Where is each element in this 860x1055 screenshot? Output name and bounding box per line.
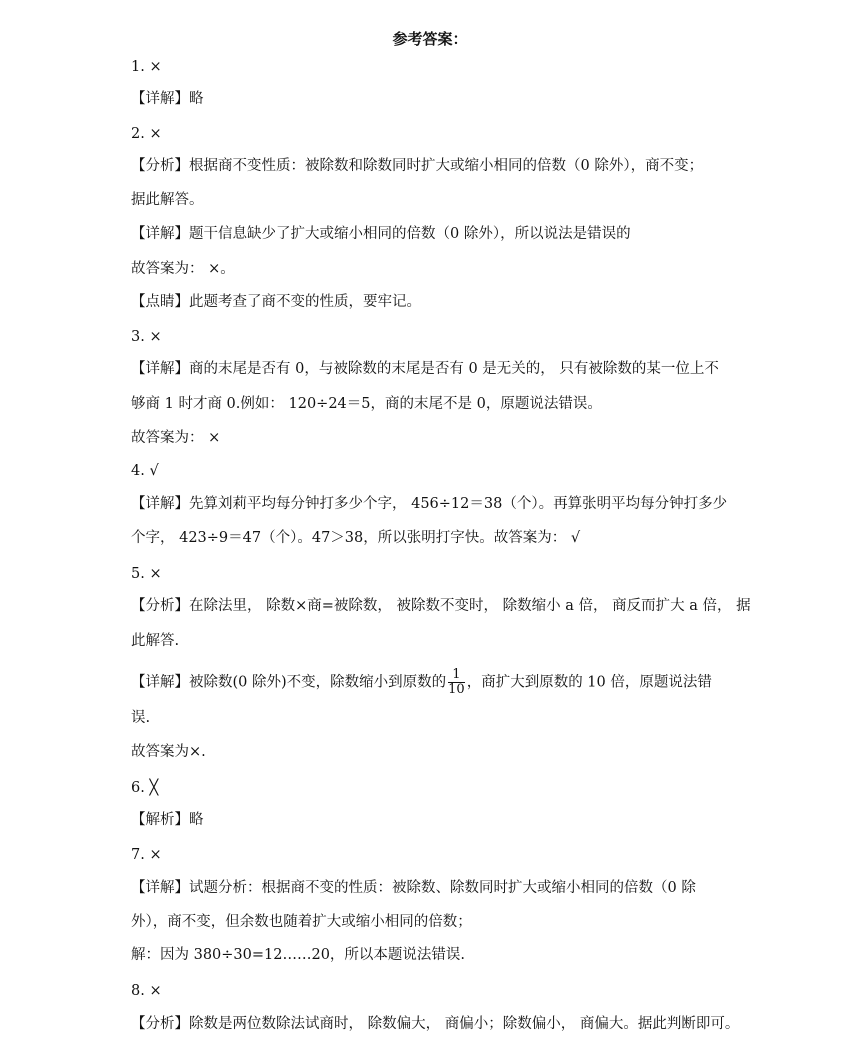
answer-number: 5. × <box>131 566 162 582</box>
answer-number: 1. × <box>131 59 162 75</box>
answer-analysis: 【分析】除数是两位数除法试商时， 除数偏大， 商偏小；除数偏小， 商偏大。据此判断即可。 <box>131 1016 740 1032</box>
answer-detail: 误. <box>131 710 151 726</box>
answer-number: 3. × <box>131 329 162 345</box>
answer-number: 6. ╳ <box>131 780 159 796</box>
answer-number: 7. × <box>131 847 162 863</box>
answer-detail: 【详解】先算刘莉平均每分钟打多少个字， 456÷12＝38（个）。再算张明平均每分钟打多少 <box>131 496 728 512</box>
answer-conclusion: 故答案为： × <box>131 430 221 446</box>
answer-detail-with-fraction <box>131 668 712 697</box>
answer-analysis: 【分析】根据商不变性质：被除数和除数同时扩大或缩小相同的倍数（0 除外），商不变； <box>131 158 704 174</box>
detail-text-after: ，商扩大到原数的 10 倍，原题说法错 <box>466 674 712 691</box>
answer-detail: 个字， 423÷9＝47（个）。47＞38，所以张明打字快。故答案为： √ <box>131 530 581 546</box>
answer-detail: 【详解】题干信息缺少了扩大或缩小相同的倍数（0 除外），所以说法是错误的 <box>131 226 631 242</box>
answer-explanation: 【解析】略 <box>131 812 204 828</box>
answer-conclusion: 故答案为×. <box>131 744 206 760</box>
answer-detail: 【详解】商的末尾是否有 0，与被除数的末尾是否有 0 是无关的， 只有被除数的某一位上不 <box>131 361 719 377</box>
detail-text-before: 【详解】被除数(0 除外)不变，除数缩小到原数的 <box>131 674 447 691</box>
answer-number: 2. × <box>131 126 162 142</box>
answer-number: 4. √ <box>131 463 159 479</box>
answer-analysis: 此解答. <box>131 633 180 649</box>
answer-solution: 解：因为 380÷30=12……20，所以本题说法错误. <box>131 947 466 963</box>
answer-analysis: 【分析】在除法里， 除数×商=被除数， 被除数不变时， 除数缩小 a 倍， 商反而扩大 a 倍， 据 <box>131 598 751 614</box>
answer-number: 8. × <box>131 983 162 999</box>
answer-analysis: 据此解答。 <box>131 192 204 208</box>
answer-comment: 【点睛】此题考查了商不变的性质，要牢记。 <box>131 294 421 310</box>
fraction-denominator: 10 <box>448 682 465 697</box>
fraction-numerator: 1 <box>448 668 465 683</box>
answer-detail: 够商 1 时才商 0.例如： 120÷24＝5，商的末尾不是 0，原题说法错误。 <box>131 396 602 412</box>
page-title: 参考答案： <box>392 30 468 48</box>
answer-detail: 【详解】试题分析：根据商不变的性质：被除数、除数同时扩大或缩小相同的倍数（0 除 <box>131 880 696 896</box>
fraction <box>448 668 465 697</box>
answer-conclusion: 故答案为： ×。 <box>131 261 235 277</box>
answer-detail: 【详解】略 <box>131 91 204 107</box>
answer-detail: 外），商不变，但余数也随着扩大或缩小相同的倍数； <box>131 914 472 930</box>
